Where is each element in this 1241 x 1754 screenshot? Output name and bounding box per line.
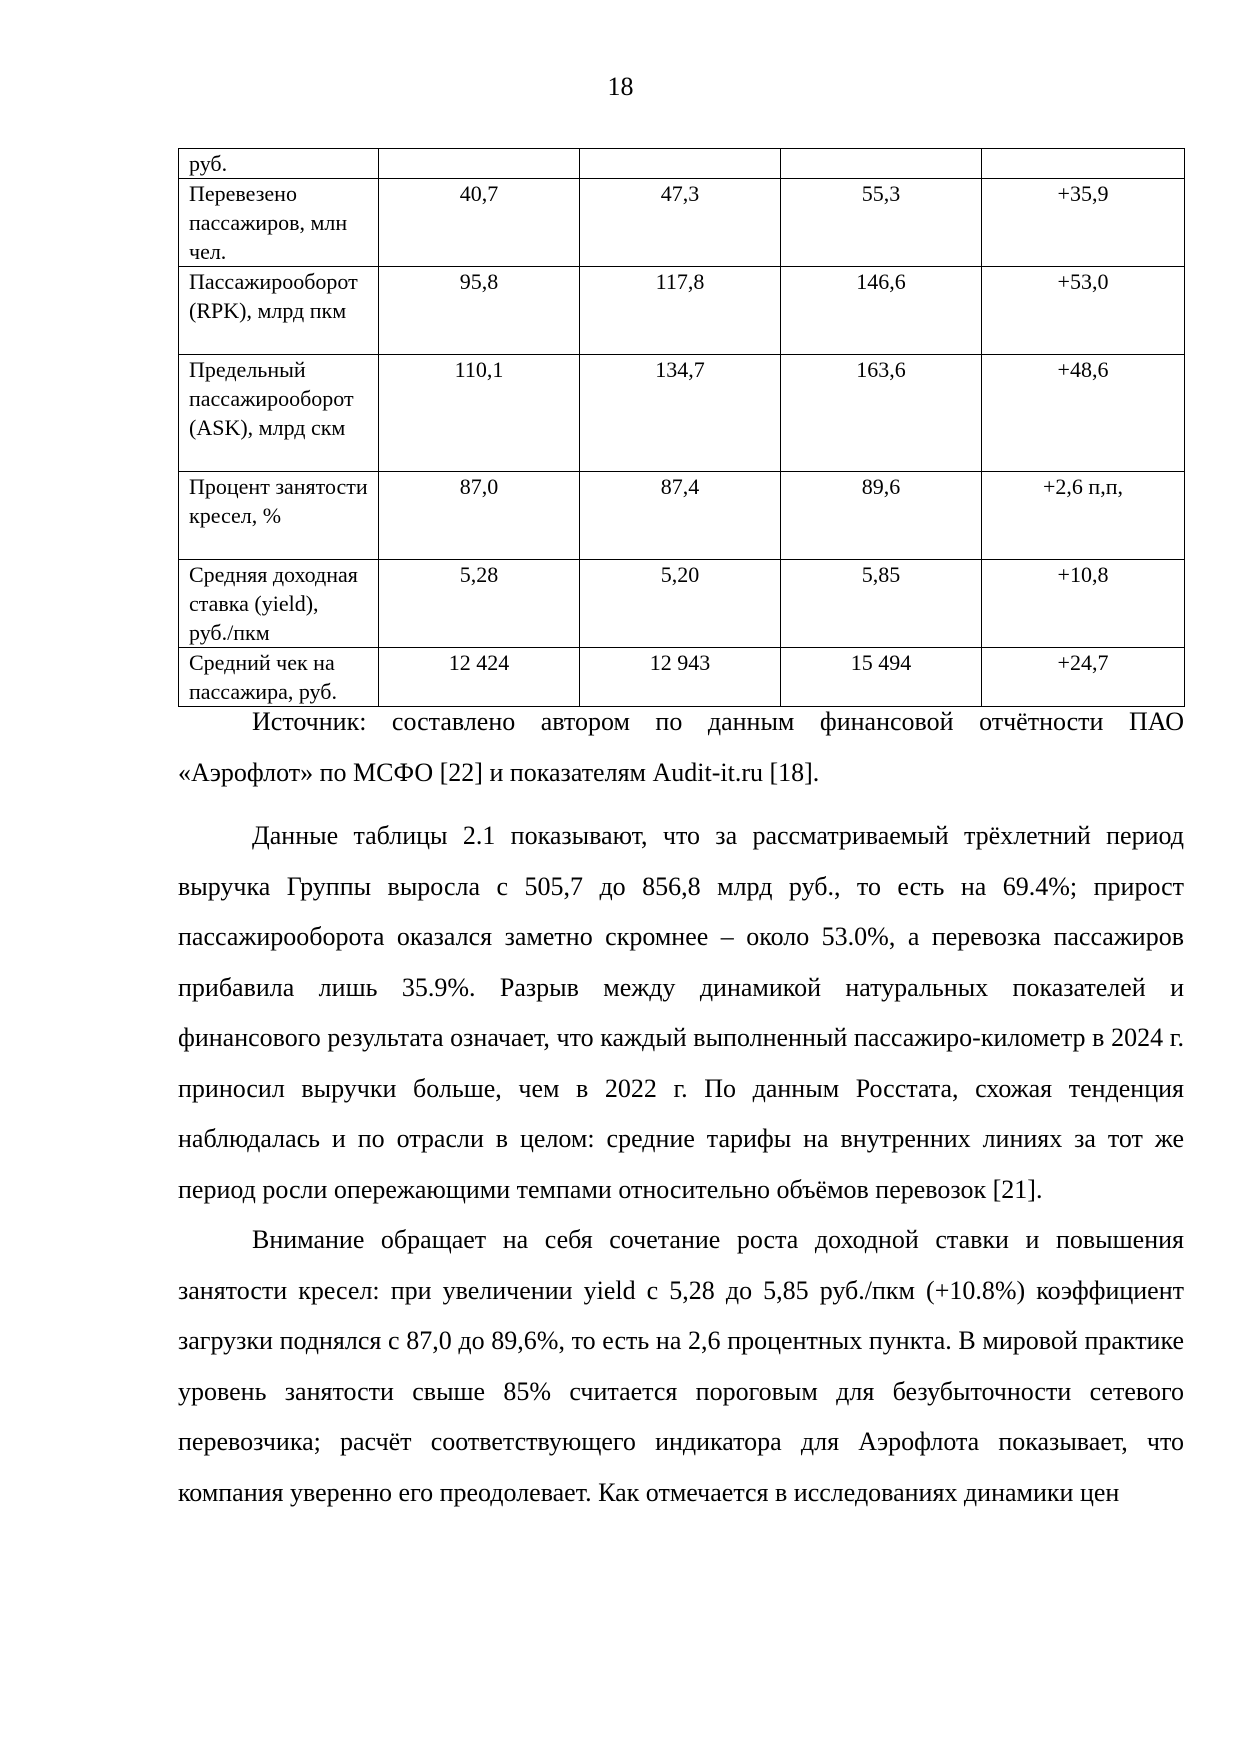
table-row (179, 149, 1185, 179)
table-cell: 5,85 (781, 560, 982, 648)
table-cell: +48,6 (982, 355, 1185, 472)
table-cell: 134,7 (580, 355, 781, 472)
table-cell: 40,7 (379, 179, 580, 267)
table-cell: 87,4 (580, 472, 781, 560)
row-label: Перевезено пассажиров, млн чел. (179, 179, 379, 267)
table-cell: +53,0 (982, 267, 1185, 355)
metrics-table (178, 148, 1185, 707)
table-cell: +10,8 (982, 560, 1185, 648)
paragraph: Данные таблицы 2.1 показывают, что за рассматриваемый трёхлетний период выручка Группы выросла с 505,7 до 856,8 млрд руб., то есть на 69.4%; прирост пассажирооборота оказался заметно скромнее – около 53.0%, а перевозка пассажиров прибавила лишь 35.9%. Разрыв между динамикой натуральных показателей и финансового результата означает, что каждый выполненный пассажиро-километр в 2024 г. приносил выручки больше, чем в 2022 г. По данным Росстата, схожая тенденция наблюдалась и по отрасли в целом: средние тарифы на внутренних линиях за тот же период росли опережающими темпами относительно объёмов перевозок [21]. (178, 821, 1184, 1204)
table-row (179, 472, 1185, 560)
body-text (178, 811, 1184, 1518)
row-label: Предельный пассажирооборот (ASK), млрд скм (179, 355, 379, 472)
table-cell: 87,0 (379, 472, 580, 560)
table-cell: +35,9 (982, 179, 1185, 267)
table-cell (982, 149, 1185, 179)
table-row (179, 355, 1185, 472)
table-cell: 47,3 (580, 179, 781, 267)
row-label: Процент занятости кресел, % (179, 472, 379, 560)
table-cell (379, 149, 580, 179)
table-cell: 12 424 (379, 648, 580, 707)
table-row (179, 560, 1185, 648)
table-row (179, 179, 1185, 267)
table-cell: +24,7 (982, 648, 1185, 707)
table-cell: 12 943 (580, 648, 781, 707)
page-number: 18 (607, 72, 634, 101)
source-note-text: Источник: составлено автором по данным финансовой отчётности ПАО «Аэрофлот» по МСФО [22] и показателям Audit-it.ru [18]. (178, 707, 1184, 787)
table-cell: 95,8 (379, 267, 580, 355)
row-label: руб. (179, 149, 379, 179)
table-cell: 5,28 (379, 560, 580, 648)
table-cell: 55,3 (781, 179, 982, 267)
table-cell (580, 149, 781, 179)
table-cell: 163,6 (781, 355, 982, 472)
table-cell: 15 494 (781, 648, 982, 707)
table-cell: 110,1 (379, 355, 580, 472)
table-row (179, 267, 1185, 355)
table-cell: 146,6 (781, 267, 982, 355)
table-cell: +2,6 п,п, (982, 472, 1185, 560)
row-label: Пассажирооборот (RPK), млрд пкм (179, 267, 379, 355)
table-cell (781, 149, 982, 179)
row-label: Средний чек на пассажира, руб. (179, 648, 379, 707)
paragraph: Внимание обращает на себя сочетание роста доходной ставки и повышения занятости кресел: при увеличении yield с 5,28 до 5,85 руб./пкм (+10.8%) коэффициент загрузки поднялся с 87,0 до 89,6%, то есть на 2,6 процентных пункта. В мировой практике уровень занятости свыше 85% считается пороговым для безубыточности сетевого перевозчика; расчёт соответствующего индикатора для Аэрофлота показывает, что компания уверенно его преодолевает. Как отмечается в исследованиях динамики цен (178, 1225, 1184, 1507)
table-cell: 5,20 (580, 560, 781, 648)
table-cell: 117,8 (580, 267, 781, 355)
row-label: Средняя доходная ставка (yield), руб./пкм (179, 560, 379, 648)
table-source-note (178, 697, 1184, 798)
table-cell: 89,6 (781, 472, 982, 560)
